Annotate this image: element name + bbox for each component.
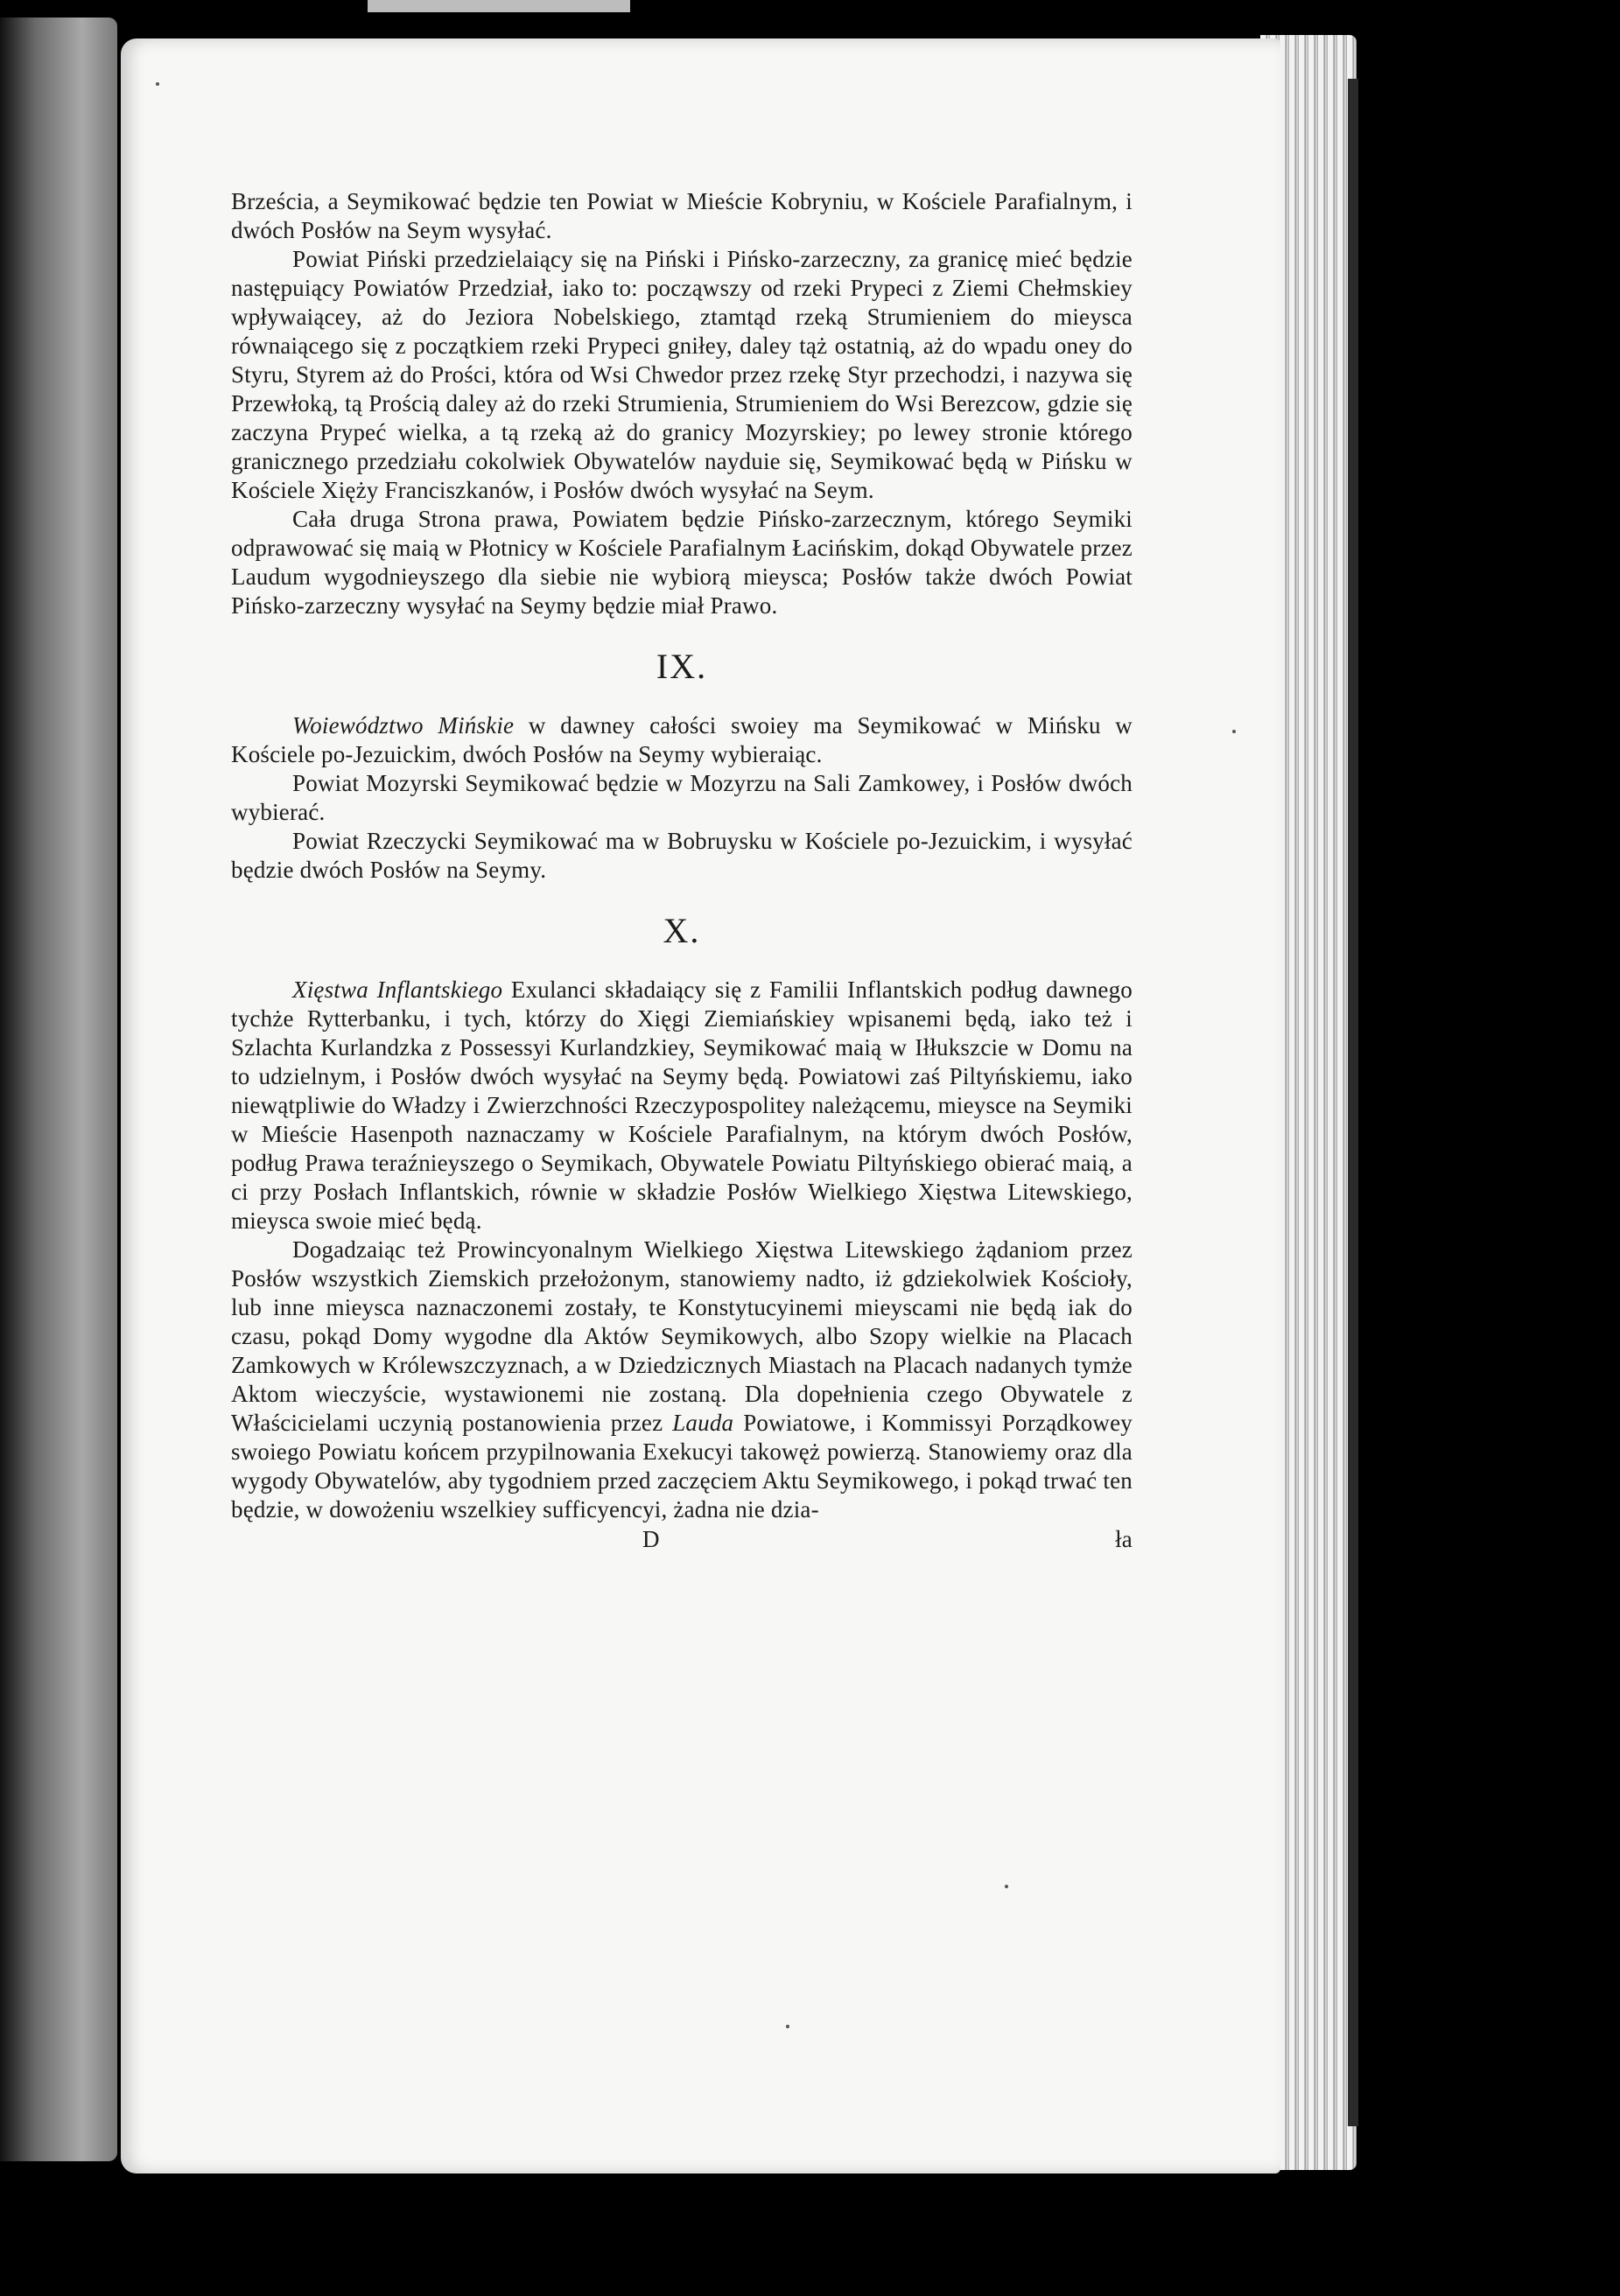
section-heading-ix: IX. xyxy=(656,647,708,686)
page-text xyxy=(231,187,1133,1552)
paragraph-text: Powiatowe, i Kommissyi Porządkowey swoiego Powiatu końcem przypilnowania Exekucyi takowęż powierzą. Stanowiemy oraz dla wygody Obywatelów, aby tygodniem przed zaczęciem Aktu Seymikowego, i pokąd trwać ten będzie, w dowożeniu wszelkiey sufficyencyi, żadna nie dzia- xyxy=(231,1410,1133,1522)
paragraph-brzesc: Brześcia, a Seymikować będzie ten Powiat w Mieście Kobryniu, w Kościele Parafialnym, i dwóch Posłów na Seym wysyłać. xyxy=(231,188,1133,243)
catchword: ła xyxy=(1115,1526,1133,1552)
section-heading-x: X. xyxy=(663,911,701,950)
paragraph-powiat-pinski: Powiat Piński przedzielaiący się na Piński i Pińsko-zarzeczny, za granicę mieć będzie następuiący Powiatów Przedział, iako to: począwszy od rzeki Prypeci z Ziemi Chełmskiey wpływaiącey, aż do Jeziora Nobelskiego, ztamtąd rzeką Strumieniem do mieysca równaiącego się z początkiem rzeki Prypeci gniłey, daley tąż ostatnią, aż do wpadu oney do Styru, Styrem aż do Prości, która od Wsi Chwedor przez rzekę Styr przechodzi, i nazywa się Przewłoką, tą Prością daley aż do rzeki Strumienia, Strumieniem do Wsi Berezcow, gdzie się zaczyna Prypeć wielka, a tą rzeką aż do granicy Mozyrskiey; po lewey stronie którego granicznego przedziału cokolwiek Obywatelów nayduie się, Seymikować będą w Pińsku w Kościele Xięży Franciszkanów, i Posłów dwóch wysyłać na Seym. xyxy=(231,246,1133,503)
paragraph-italic-lauda: Lauda xyxy=(672,1410,734,1436)
book-page xyxy=(121,38,1280,2174)
scan-top-tab xyxy=(368,0,630,12)
paragraph-dogadzaiac xyxy=(231,1236,1133,1524)
paragraph-strona-prawa: Cała druga Strona prawa, Powiatem będzie Pińsko-zarzecznym, którego Seymiki odprawować się maią w Płotnicy w Kościele Parafialnym Łacińskim, dokąd Obywatele przez Laudum wygodnieyszego dla siebie nie wybiorą mieysca; Posłów także dwóch Powiat Pińsko-zarzeczny wysyłać na Seymy będzie miał Prawo. xyxy=(231,506,1133,619)
paragraph-text: Dogadzaiąc też Prowincyonalnym Wielkiego Xięstwa Litewskiego żądaniom przez Posłów wszystkich Ziemskich przełożonym, stanowiemy nadto, iż gdziekolwiek Kościoły, lub inne mieysca naznaczonemi zostały, te Konstytucyinemi mieyscami nie będą iak do czasu, pokąd Domy wygodne dla Aktów Seymikowych, albo Szopy wielkie na Placach Zamkowych w Królewszczyznach, a w Dziedzicznych Miastach na Placach nadanych tymże Aktom wieczyście, wystawionemi nie zostaną. Dla dopełnienia czego Obywatele z Właścicielami uczynią postanowienia przez xyxy=(231,1236,1133,1436)
paragraph-text: Exulanci składaiący się z Familii Inflantskich podług dawnego tychże Rytterbanku, i tych, którzy do Xięgi Ziemiańskiey wpisanemi będą, iako też i Szlachta Kurlandzka z Possessyi Kurlandzkiey, Seymikować maią w Iłłukszcie w Domu na to udzielnym, i Posłów dwóch wysyłać na Seymy będą. Powiatowi zaś Piltyńskiemu, iako niewątpliwie do Władzy i Zwierzchności Rzeczypospolitey należącemu, mieysce na Seymiki w Mieście Hasenpoth naznaczamy w Kościele Parafialnym, na którym dwóch Posłów, podług Prawa teraźnieyszego o Seymikach, Obywatele Powiatu Piltyńskiego obierać maią, a ci przy Posłach Inflantskich, równie w składzie Posłów Wielkiego Xięstwa Litewskiego, mieysca swoie mieć będą. xyxy=(231,976,1133,1234)
facing-page-edge xyxy=(0,18,117,2161)
paragraph-powiat-rzeczycki: Powiat Rzeczycki Seymikować ma w Bobruysku w Kościele po-Jezuickim, i wysyłać będzie dwóch Posłów na Seymy. xyxy=(231,828,1133,883)
paragraph-text: w dawney całości swoiey ma Seymikować w Mińsku w Kościele po-Jezuickim, dwóch Posłów na Seymy wybieraiąc. xyxy=(231,712,1133,767)
signature-mark: D xyxy=(642,1526,660,1552)
paragraph-powiat-mozyrski: Powiat Mozyrski Seymikować będzie w Mozyrzu na Sali Zamkowey, i Posłów dwóch wybierać. xyxy=(231,770,1133,825)
paragraph-xiestwa-inflantskiego xyxy=(231,976,1133,1236)
paragraph-lead-italic: Xięstwa Inflantskiego xyxy=(292,976,503,1003)
paragraph-woiewodztwo-minskie xyxy=(231,711,1133,769)
page-stack-shadow xyxy=(1348,79,1358,2126)
paragraph-lead-italic: Woiewództwo Mińskie xyxy=(292,712,515,738)
page-footer xyxy=(231,1526,1133,1552)
